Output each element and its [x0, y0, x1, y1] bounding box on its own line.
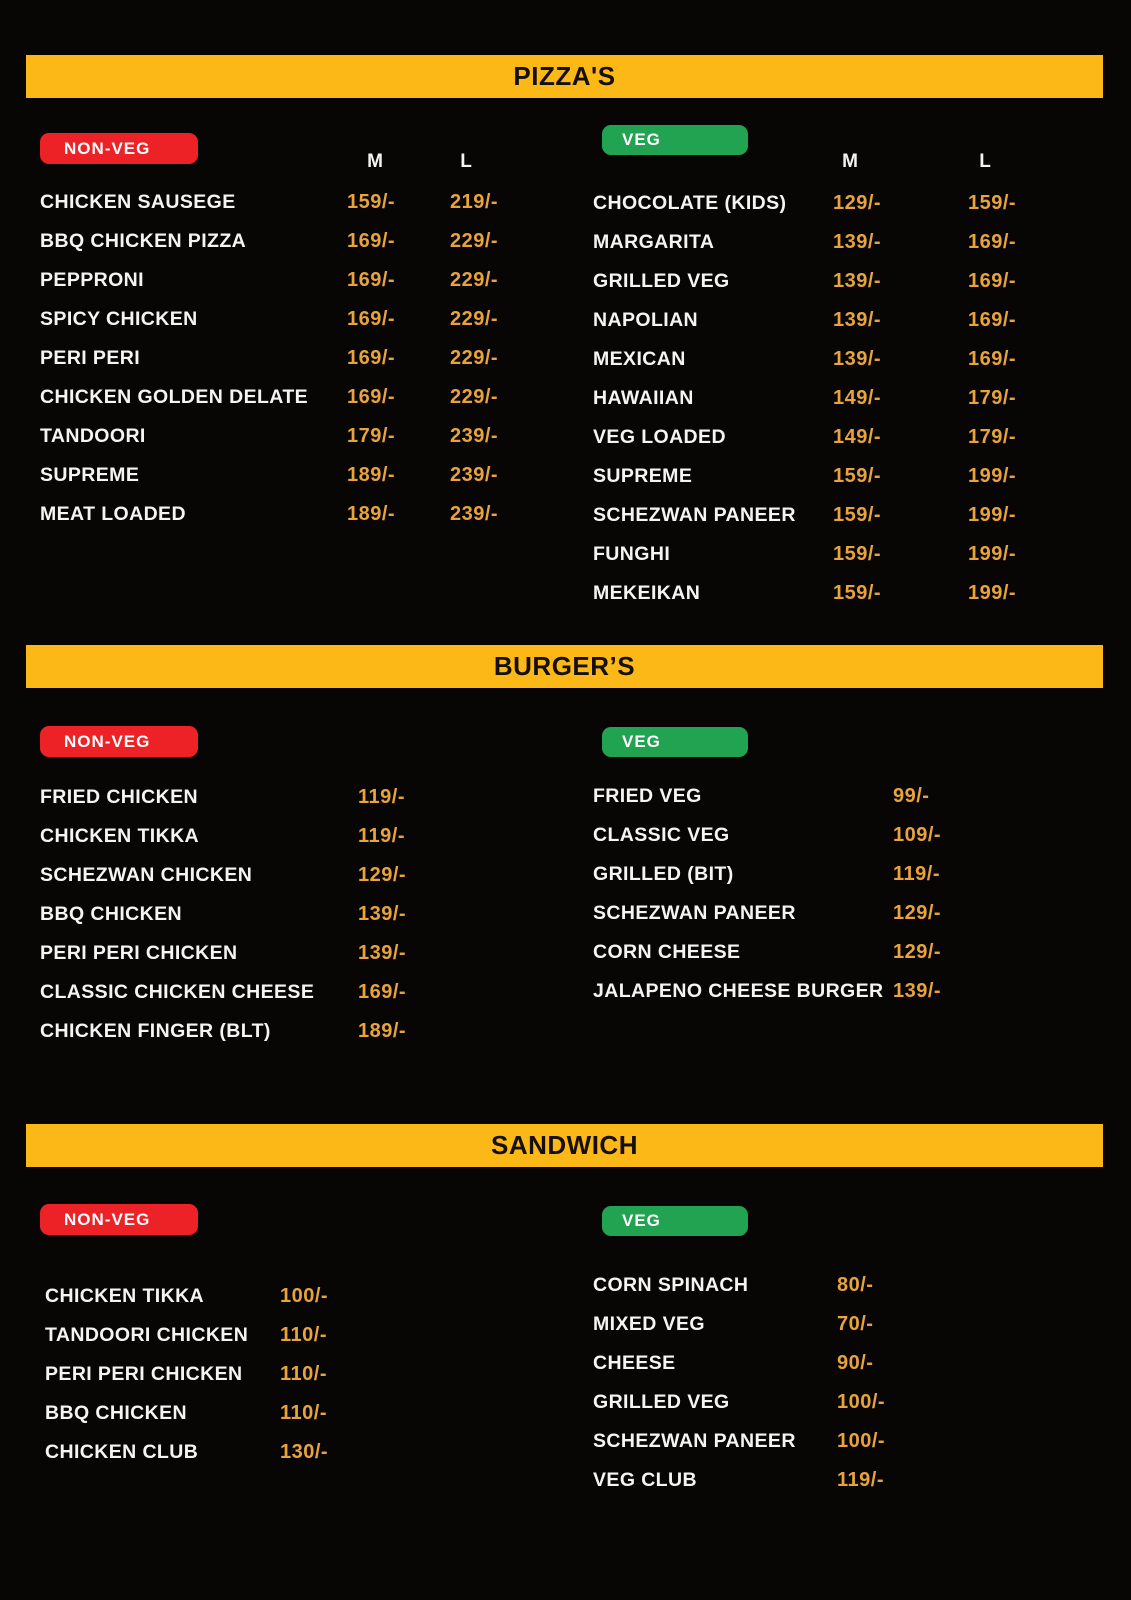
item-price-large: 219/-: [450, 191, 499, 213]
menu-item-row: [593, 855, 1131, 894]
item-price-medium: 189/-: [347, 503, 396, 525]
item-price-large: 199/-: [968, 582, 1017, 604]
veg-badge: [602, 1206, 748, 1236]
item-price-medium: 139/-: [833, 309, 882, 331]
item-price: 119/-: [358, 825, 405, 847]
menu-item-row: [40, 222, 585, 261]
menu-item-row: [593, 1266, 1131, 1305]
item-name: MEKEIKAN: [593, 582, 701, 604]
menu-item-row: [593, 418, 1131, 457]
menu-item-row: [40, 973, 585, 1012]
section-title: SANDWICH: [491, 1130, 638, 1160]
item-name: CHICKEN TIKKA: [45, 1285, 205, 1307]
badge-label: VEG: [622, 1211, 661, 1230]
item-name: VEG LOADED: [593, 426, 726, 448]
menu-item-row: [593, 184, 1131, 223]
item-price: 119/-: [837, 1469, 884, 1491]
item-name: MARGARITA: [593, 231, 715, 253]
menu-item-row: [40, 261, 585, 300]
item-price: 100/-: [837, 1430, 886, 1452]
item-name: CHICKEN TIKKA: [40, 825, 200, 847]
size-header-row: [593, 149, 1131, 175]
item-price-medium: 169/-: [347, 308, 396, 330]
veg-badge: [602, 727, 748, 757]
item-price: 139/-: [358, 903, 407, 925]
badge-label: VEG: [622, 130, 661, 149]
menu-item-row: [45, 1433, 590, 1472]
menu-item-row: [593, 1422, 1131, 1461]
item-price-medium: 159/-: [833, 465, 882, 487]
item-price-large: 179/-: [968, 426, 1017, 448]
item-name: MEXICAN: [593, 348, 686, 370]
item-price-large: 229/-: [450, 386, 499, 408]
item-name: FRIED VEG: [593, 785, 702, 807]
badge-label: NON-VEG: [64, 138, 151, 158]
item-price: 70/-: [837, 1313, 874, 1335]
item-price: 139/-: [358, 942, 407, 964]
item-price: 129/-: [893, 902, 942, 924]
item-name: VEG CLUB: [593, 1469, 697, 1491]
item-price: 90/-: [837, 1352, 874, 1374]
size-header-row: [40, 149, 580, 175]
item-name: PERI PERI: [40, 347, 141, 369]
item-price-large: 159/-: [968, 192, 1017, 214]
item-name: FUNGHI: [593, 543, 671, 565]
item-name: CLASSIC CHICKEN CHEESE: [40, 981, 315, 1003]
item-price-medium: 179/-: [347, 425, 396, 447]
item-price-large: 199/-: [968, 543, 1017, 565]
item-price-large: 169/-: [968, 348, 1017, 370]
item-name: TANDOORI: [40, 425, 146, 447]
menu-item-row: [40, 1012, 585, 1051]
item-price-medium: 149/-: [833, 426, 882, 448]
item-price-large: 179/-: [968, 387, 1017, 409]
item-name: MIXED VEG: [593, 1313, 705, 1335]
item-price-large: 229/-: [450, 269, 499, 291]
item-price-medium: 149/-: [833, 387, 882, 409]
item-name: BBQ CHICKEN: [45, 1402, 187, 1424]
item-name: SUPREME: [593, 465, 693, 487]
item-name: SCHEZWAN PANEER: [593, 1430, 796, 1452]
menu-item-row: [45, 1277, 590, 1316]
item-price: 99/-: [893, 785, 930, 807]
item-name: CORN SPINACH: [593, 1274, 749, 1296]
item-name: CHICKEN GOLDEN DELATE: [40, 386, 309, 408]
size-header-l: L: [979, 151, 991, 172]
menu-item-row: [45, 1394, 590, 1433]
item-name: CHICKEN SAUSEGE: [40, 191, 236, 213]
menu-item-row: [593, 777, 1131, 816]
item-price: 110/-: [280, 1363, 327, 1385]
burgers-banner: [26, 645, 1103, 688]
item-price: 100/-: [837, 1391, 886, 1413]
item-price-medium: 159/-: [347, 191, 396, 213]
pizzas-non-veg-list: [40, 183, 585, 534]
badge-label: NON-VEG: [64, 731, 151, 751]
item-price-large: 239/-: [450, 425, 499, 447]
item-price-medium: 169/-: [347, 347, 396, 369]
item-name: GRILLED VEG: [593, 270, 730, 292]
item-price: 110/-: [280, 1324, 327, 1346]
menu-item-row: [40, 456, 585, 495]
item-price-medium: 169/-: [347, 386, 396, 408]
item-price-large: 199/-: [968, 465, 1017, 487]
item-price-medium: 139/-: [833, 348, 882, 370]
sandwich-veg-list: [593, 1266, 1131, 1500]
size-header-m: M: [367, 151, 383, 172]
menu-item-row: [593, 1344, 1131, 1383]
menu-item-row: [593, 535, 1131, 574]
badge-label: VEG: [622, 732, 661, 751]
item-price-large: 169/-: [968, 231, 1017, 253]
menu-item-row: [593, 301, 1131, 340]
item-price: 100/-: [280, 1285, 329, 1307]
item-price-medium: 139/-: [833, 231, 882, 253]
item-price-medium: 169/-: [347, 269, 396, 291]
item-name: GRILLED VEG: [593, 1391, 730, 1413]
item-price-large: 229/-: [450, 308, 499, 330]
menu-item-row: [593, 340, 1131, 379]
item-price: 109/-: [893, 824, 942, 846]
item-name: JALAPENO CHEESE BURGER: [593, 980, 884, 1002]
item-name: BBQ CHICKEN: [40, 903, 182, 925]
menu-item-row: [593, 379, 1131, 418]
item-price: 119/-: [893, 863, 940, 885]
menu-item-row: [593, 574, 1131, 613]
item-name: SCHEZWAN PANEER: [593, 902, 796, 924]
item-name: PERI PERI CHICKEN: [45, 1363, 243, 1385]
sandwich-non-veg-list: [45, 1277, 590, 1472]
menu-item-row: [40, 300, 585, 339]
item-name: HAWAIIAN: [593, 387, 694, 409]
item-name: CHICKEN CLUB: [45, 1441, 199, 1463]
item-name: NAPOLIAN: [593, 309, 699, 331]
size-header-m: M: [842, 151, 858, 172]
item-price-large: 229/-: [450, 230, 499, 252]
menu-item-row: [593, 1461, 1131, 1500]
item-price-medium: 129/-: [833, 192, 882, 214]
section-title: PIZZA'S: [513, 61, 616, 91]
item-name: SUPREME: [40, 464, 140, 486]
menu-item-row: [40, 339, 585, 378]
item-price-medium: 159/-: [833, 543, 882, 565]
item-price: 129/-: [893, 941, 942, 963]
menu-item-row: [40, 183, 585, 222]
menu-item-row: [40, 934, 585, 973]
item-price: 130/-: [280, 1441, 329, 1463]
item-name: CHICKEN FINGER (BLT): [40, 1020, 271, 1042]
pizzas-banner: [26, 55, 1103, 98]
item-price-large: 169/-: [968, 270, 1017, 292]
non-veg-badge: [40, 1204, 198, 1235]
item-name: PEPPRONI: [40, 269, 144, 291]
item-price-medium: 159/-: [833, 582, 882, 604]
item-price-medium: 159/-: [833, 504, 882, 526]
item-price-medium: 189/-: [347, 464, 396, 486]
menu-item-row: [593, 223, 1131, 262]
item-name: CLASSIC VEG: [593, 824, 730, 846]
item-price: 189/-: [358, 1020, 407, 1042]
item-name: GRILLED (BIT): [593, 863, 734, 885]
menu-item-row: [593, 262, 1131, 301]
item-price-large: 229/-: [450, 347, 499, 369]
menu-item-row: [40, 378, 585, 417]
menu-item-row: [45, 1355, 590, 1394]
burgers-veg-list: [593, 777, 1131, 1011]
item-name: CHEESE: [593, 1352, 676, 1374]
item-name: SCHEZWAN PANEER: [593, 504, 796, 526]
burgers-non-veg-list: [40, 778, 585, 1051]
menu-item-row: [40, 817, 585, 856]
menu-item-row: [40, 895, 585, 934]
item-name: MEAT LOADED: [40, 503, 186, 525]
size-header-l: L: [460, 151, 472, 172]
item-price: 169/-: [358, 981, 407, 1003]
menu-item-row: [40, 417, 585, 456]
item-name: SCHEZWAN CHICKEN: [40, 864, 253, 886]
menu-item-row: [593, 496, 1131, 535]
item-price: 119/-: [358, 786, 405, 808]
sandwich-banner: [26, 1124, 1103, 1167]
item-price-large: 199/-: [968, 504, 1017, 526]
item-price-large: 239/-: [450, 503, 499, 525]
item-name: TANDOORI CHICKEN: [45, 1324, 249, 1346]
item-price-large: 239/-: [450, 464, 499, 486]
item-name: BBQ CHICKEN PIZZA: [40, 230, 247, 252]
menu-item-row: [593, 933, 1131, 972]
menu-item-row: [593, 894, 1131, 933]
item-price: 139/-: [893, 980, 942, 1002]
menu-item-row: [40, 856, 585, 895]
item-price: 80/-: [837, 1274, 874, 1296]
item-name: FRIED CHICKEN: [40, 786, 198, 808]
item-price: 110/-: [280, 1402, 327, 1424]
item-price-medium: 169/-: [347, 230, 396, 252]
section-title: BURGER’S: [493, 651, 636, 681]
item-name: PERI PERI CHICKEN: [40, 942, 238, 964]
menu-item-row: [593, 1383, 1131, 1422]
menu-item-row: [40, 778, 585, 817]
item-name: CORN CHEESE: [593, 941, 741, 963]
menu-item-row: [593, 972, 1131, 1011]
pizzas-veg-list: [593, 184, 1131, 613]
non-veg-badge: [40, 726, 198, 757]
item-price-large: 169/-: [968, 309, 1017, 331]
item-price-medium: 139/-: [833, 270, 882, 292]
menu-item-row: [45, 1316, 590, 1355]
item-name: SPICY CHICKEN: [40, 308, 198, 330]
menu-item-row: [40, 495, 585, 534]
item-name: CHOCOLATE (KIDS): [593, 192, 787, 214]
menu-item-row: [593, 1305, 1131, 1344]
menu-item-row: [593, 457, 1131, 496]
menu-item-row: [593, 816, 1131, 855]
item-price: 129/-: [358, 864, 407, 886]
badge-label: NON-VEG: [64, 1209, 151, 1229]
